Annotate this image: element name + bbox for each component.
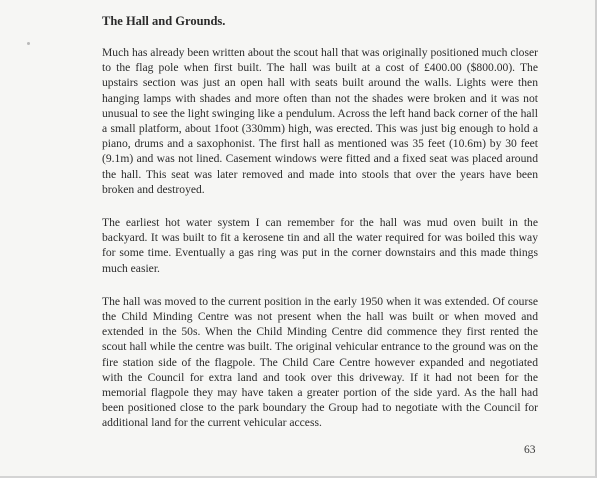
page-content — [102, 13, 538, 449]
scan-speck — [27, 42, 30, 45]
paragraph-hot-water: The earliest hot water system I can remember for the hall was mud oven built in the backyard. It was built to fit a kerosene tin and all the water required for was boiled this way for some time. Eventually a gas ring was put in the corner downstairs and this made things much easier. — [102, 216, 538, 275]
page-number: 63 — [524, 444, 536, 456]
paragraph-hall-moved: The hall was moved to the current position in the early 1950 when it was extended. Of course the Child Minding Centre was not present when the hall was built or when moved and extended in the 50s. When the Child Minding Centre did commence they first rented the scout hall while the centre was built. The original vehicular entrance to the ground was on the fire station side of the flagpole. The Child Care Centre however expanded and negotiated with the Council for extra land and took over this driveway. If it had not been for the memorial flagpole they may have taken a greater portion of the side yard. As the hall had been positioned close to the park boundary the Group had to negotiate with the Council for additional land for the current vehicular access. — [102, 294, 538, 430]
section-title: The Hall and Grounds. — [102, 14, 226, 28]
paragraph-hall-history: Much has already been written about the scout hall that was originally positioned much closer to the flag pole when first built. The hall was built at a cost of £400.00 ($800.00). The upstairs section was just an open hall with seats built around the walls. Lights were then hanging lamps with shades and more often than not the shades were broken and it was not unusual to see the light swinging like a pendulum. Across the left hand back corner of the hall a small platform, about 1foot (330mm) high, was erected. This was just big enough to hold a piano, drums and a saxophonist. The first hall as mentioned was 35 feet (10.6m) by 30 feet (9.1m) and was not lined. Casement windows were fitted and a fixed seat was placed around the hall. This seat was later removed and made into stools that over the years have been broken and destroyed. — [102, 46, 538, 196]
